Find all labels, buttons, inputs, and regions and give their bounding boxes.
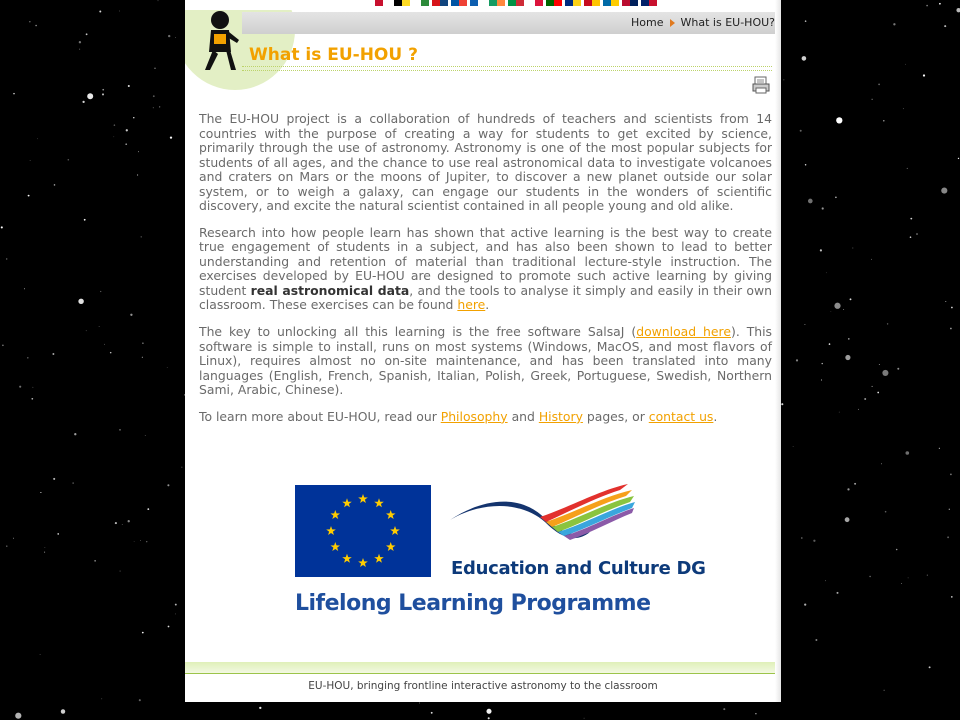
paragraph-salsaj xyxy=(199,325,772,398)
philosophy-link[interactable]: Philosophy xyxy=(440,408,508,424)
main-content xyxy=(199,112,772,437)
breadcrumb xyxy=(631,16,775,29)
flag-spain-icon[interactable] xyxy=(584,0,600,6)
text-span: To learn more about EU-HOU, read our xyxy=(199,408,441,424)
contact-us-link[interactable]: contact us xyxy=(648,408,714,424)
text-span: and xyxy=(507,408,539,424)
language-strip xyxy=(185,0,781,10)
text-span: . xyxy=(713,408,718,424)
flag-norway-icon[interactable] xyxy=(622,0,638,6)
paragraph-learn-more xyxy=(199,410,772,425)
dg-logo-text: Education and Culture DG xyxy=(451,558,706,579)
page-edge-shadow xyxy=(775,0,781,702)
text-span: . xyxy=(485,297,490,313)
history-link[interactable]: History xyxy=(538,408,583,424)
emphasis-real-data: real astronomical data xyxy=(250,282,410,298)
sponsor-logos xyxy=(295,482,706,622)
web-page xyxy=(185,0,781,702)
download-here-link[interactable]: download here xyxy=(636,324,731,340)
breadcrumb-current: What is EU-HOU? xyxy=(680,16,775,29)
flag-belgium-icon[interactable] xyxy=(394,0,410,6)
language-flags xyxy=(375,0,657,6)
flag-ireland-icon[interactable] xyxy=(489,0,505,6)
paragraph-intro: The EU-HOU project is a collaboration of hundreds of teachers and scientists from 14 countries with the purpose of creating a way for students to get excited by science, primarily through the use of astronomy. Astronomy is one of the most popular subjects for students of all ages, and the chance to use real astronomical data to investigate volcanoes and craters on Mars or the moons of Jupiter, to discover a new planet outside our solar system, or to weigh a galaxy, can engage our students in the wonders of scientific discovery, and excite the natural scientist contained in all people young and old alike. xyxy=(199,111,772,213)
text-span: , and the tools to analyse it simply and easily in their own classroom. These exercises can be found xyxy=(199,282,772,313)
eu-flag-logo xyxy=(295,485,431,577)
flag-sweden-icon[interactable] xyxy=(603,0,619,6)
breadcrumb-arrow-icon xyxy=(670,19,675,27)
mascot-figure-icon xyxy=(193,10,243,72)
exercises-here-link[interactable]: here xyxy=(457,297,486,313)
flag-greece-or-cyprus-icon[interactable] xyxy=(413,0,429,6)
flag-austria-icon[interactable] xyxy=(375,0,391,6)
flag-greece-icon[interactable] xyxy=(470,0,486,6)
flag-romania-icon[interactable] xyxy=(565,0,581,6)
flag-uk-icon[interactable] xyxy=(641,0,657,6)
paragraph-active-learning xyxy=(199,226,772,313)
footer-divider xyxy=(185,673,781,674)
education-culture-swoosh-logo xyxy=(450,482,675,552)
flag-france-icon[interactable] xyxy=(451,0,467,6)
flag-portugal-icon[interactable] xyxy=(546,0,562,6)
text-span: Research into how people learn has shown that active learning is the best way to create true engagement of students in a subject, and has also been shown to lead to better understanding and retention of material than traditional lecture-style instruction. The exercises developed by EU-HOU are designed to promote such active learning by giving student xyxy=(199,224,772,298)
llp-logo-text: Lifelong Learning Programme xyxy=(295,591,651,616)
text-span: pages, or xyxy=(582,408,649,424)
breadcrumb-bar xyxy=(242,12,781,34)
breadcrumb-home-link[interactable]: Home xyxy=(631,16,664,29)
footer-tagline: EU-HOU, bringing frontline interactive astronomy to the classroom xyxy=(308,680,658,692)
flag-poland-icon[interactable] xyxy=(527,0,543,6)
text-span: The key to unlocking all this learning is the free software SalsaJ ( xyxy=(199,324,637,340)
flag-czech-icon[interactable] xyxy=(432,0,448,6)
print-icon[interactable] xyxy=(752,76,770,94)
text-span: ). This software is simple to install, runs on most systems (Windows, MacOS, and most flavors of Linux), requires almost no on-site maintenance, and has been translated into many languages (English, French, Spanish, Italian, Polish, Greek, Portuguese, Swedish, Northern Sami, Arabic, Chinese). xyxy=(199,324,773,398)
page-title: What is EU-HOU ? xyxy=(249,45,418,65)
flag-italy-icon[interactable] xyxy=(508,0,524,6)
title-divider xyxy=(242,66,772,71)
